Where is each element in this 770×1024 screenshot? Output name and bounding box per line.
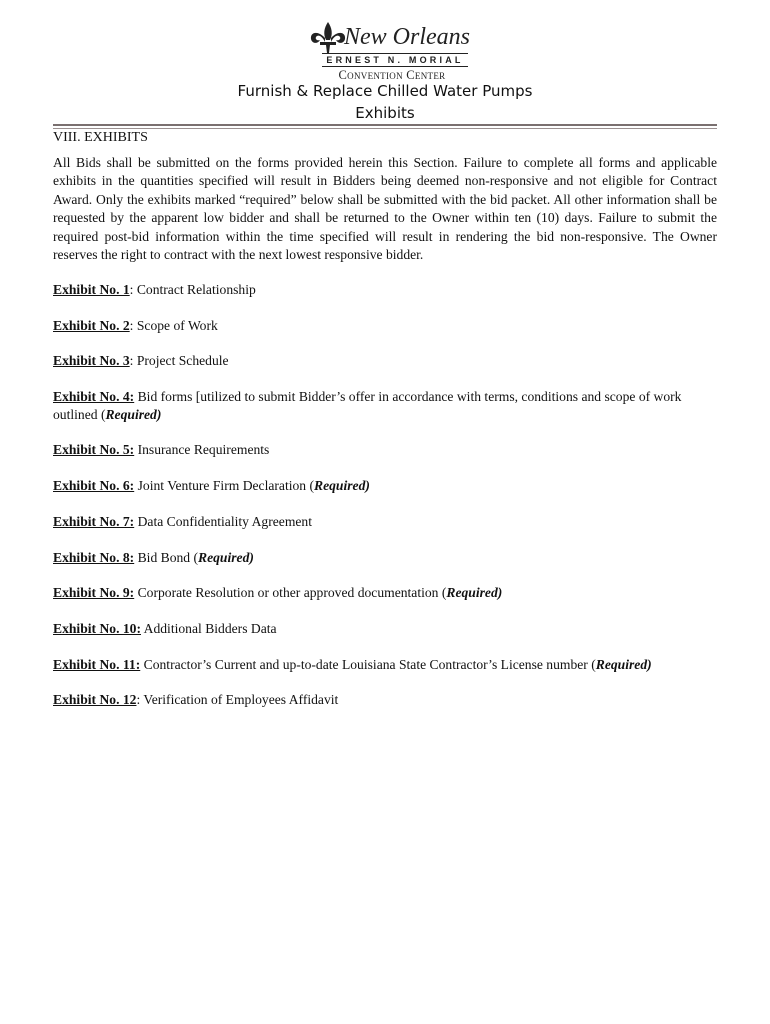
exhibit-item (53, 656, 717, 674)
exhibit-description: Bid forms [utilized to submit Bidder’s offer in accordance with terms, conditions and scope of work outlined ( (53, 389, 682, 423)
exhibit-item (53, 691, 717, 709)
exhibit-description: Data Confidentiality Agreement (134, 514, 313, 529)
exhibit-description: : Contract Relationship (129, 282, 256, 297)
exhibit-label: Exhibit No. 1 (53, 282, 130, 297)
exhibit-label: Exhibit No. 6: (53, 478, 135, 493)
exhibit-description: Bid Bond ( (134, 550, 199, 565)
exhibit-label: Exhibit No. 12 (53, 692, 137, 707)
exhibit-item (53, 477, 717, 495)
exhibit-label: Exhibit No. 4: (53, 389, 135, 404)
exhibit-item (53, 441, 717, 459)
document-title: Furnish & Replace Chilled Water Pumps (237, 82, 533, 100)
exhibit-label: Exhibit No. 10: (53, 621, 141, 636)
exhibit-item (53, 513, 717, 531)
document-subtitle: Exhibits (355, 104, 415, 122)
exhibit-description: Corporate Resolution or other approved documentation ( (134, 585, 447, 600)
exhibit-description: Insurance Requirements (134, 442, 270, 457)
exhibit-label: Exhibit No. 7: (53, 514, 135, 529)
exhibit-item (53, 620, 717, 638)
required-marker: Required) (595, 657, 652, 672)
logo-script-text: New Orleans (344, 24, 470, 50)
exhibit-label: Exhibit No. 2 (53, 318, 130, 333)
required-marker: Required) (314, 478, 370, 493)
exhibit-label: Exhibit No. 11: (53, 657, 141, 672)
exhibit-description: Joint Venture Firm Declaration ( (134, 478, 315, 493)
required-marker: Required) (198, 550, 254, 565)
convention-center-logo (300, 18, 470, 80)
exhibit-item (53, 281, 717, 299)
header-divider-thin (53, 128, 717, 129)
logo-name-text: ERNEST N. MORIAL (322, 53, 468, 67)
exhibit-label: Exhibit No. 8: (53, 550, 135, 565)
exhibit-item (53, 388, 717, 425)
logo-center-text: Convention Center (338, 68, 446, 82)
required-marker: Required) (446, 585, 503, 600)
exhibit-description: : Scope of Work (129, 318, 218, 333)
required-marker: Required) (105, 407, 162, 423)
intro-paragraph: All Bids shall be submitted on the forms provided herein this Section. Failure to complete all forms and applicable exhibits in the quantities specified will result in Bidders being deemed non-responsive and not eligible for Contract Award. Only the exhibits marked “required” below shall be submitted with the bid packet. All other information shall be requested by the apparent low bidder and shall be returned to the Owner within ten (10) days. Failure to submit the required post-bid information within the time specified will result in rendering the bid non-responsive. The Owner reserves the right to contract with the next lowest responsive bidder. (53, 155, 717, 263)
section-heading: VIII. EXHIBITS (53, 130, 148, 145)
exhibit-item (53, 352, 717, 370)
fleur-de-lis-icon (308, 20, 348, 56)
exhibit-label: Exhibit No. 9: (53, 585, 135, 600)
exhibit-label: Exhibit No. 3 (53, 353, 130, 368)
exhibit-item (53, 317, 717, 335)
exhibit-label: Exhibit No. 5: (53, 442, 135, 457)
exhibit-description: : Verification of Employees Affidavit (136, 692, 339, 707)
exhibit-item (53, 584, 717, 602)
exhibit-item (53, 549, 717, 567)
header-divider (53, 124, 717, 126)
exhibit-description: Additional Bidders Data (141, 621, 277, 636)
exhibit-description: : Project Schedule (129, 353, 229, 368)
exhibit-description: Contractor’s Current and up-to-date Louisiana State Contractor’s License number ( (140, 657, 596, 672)
